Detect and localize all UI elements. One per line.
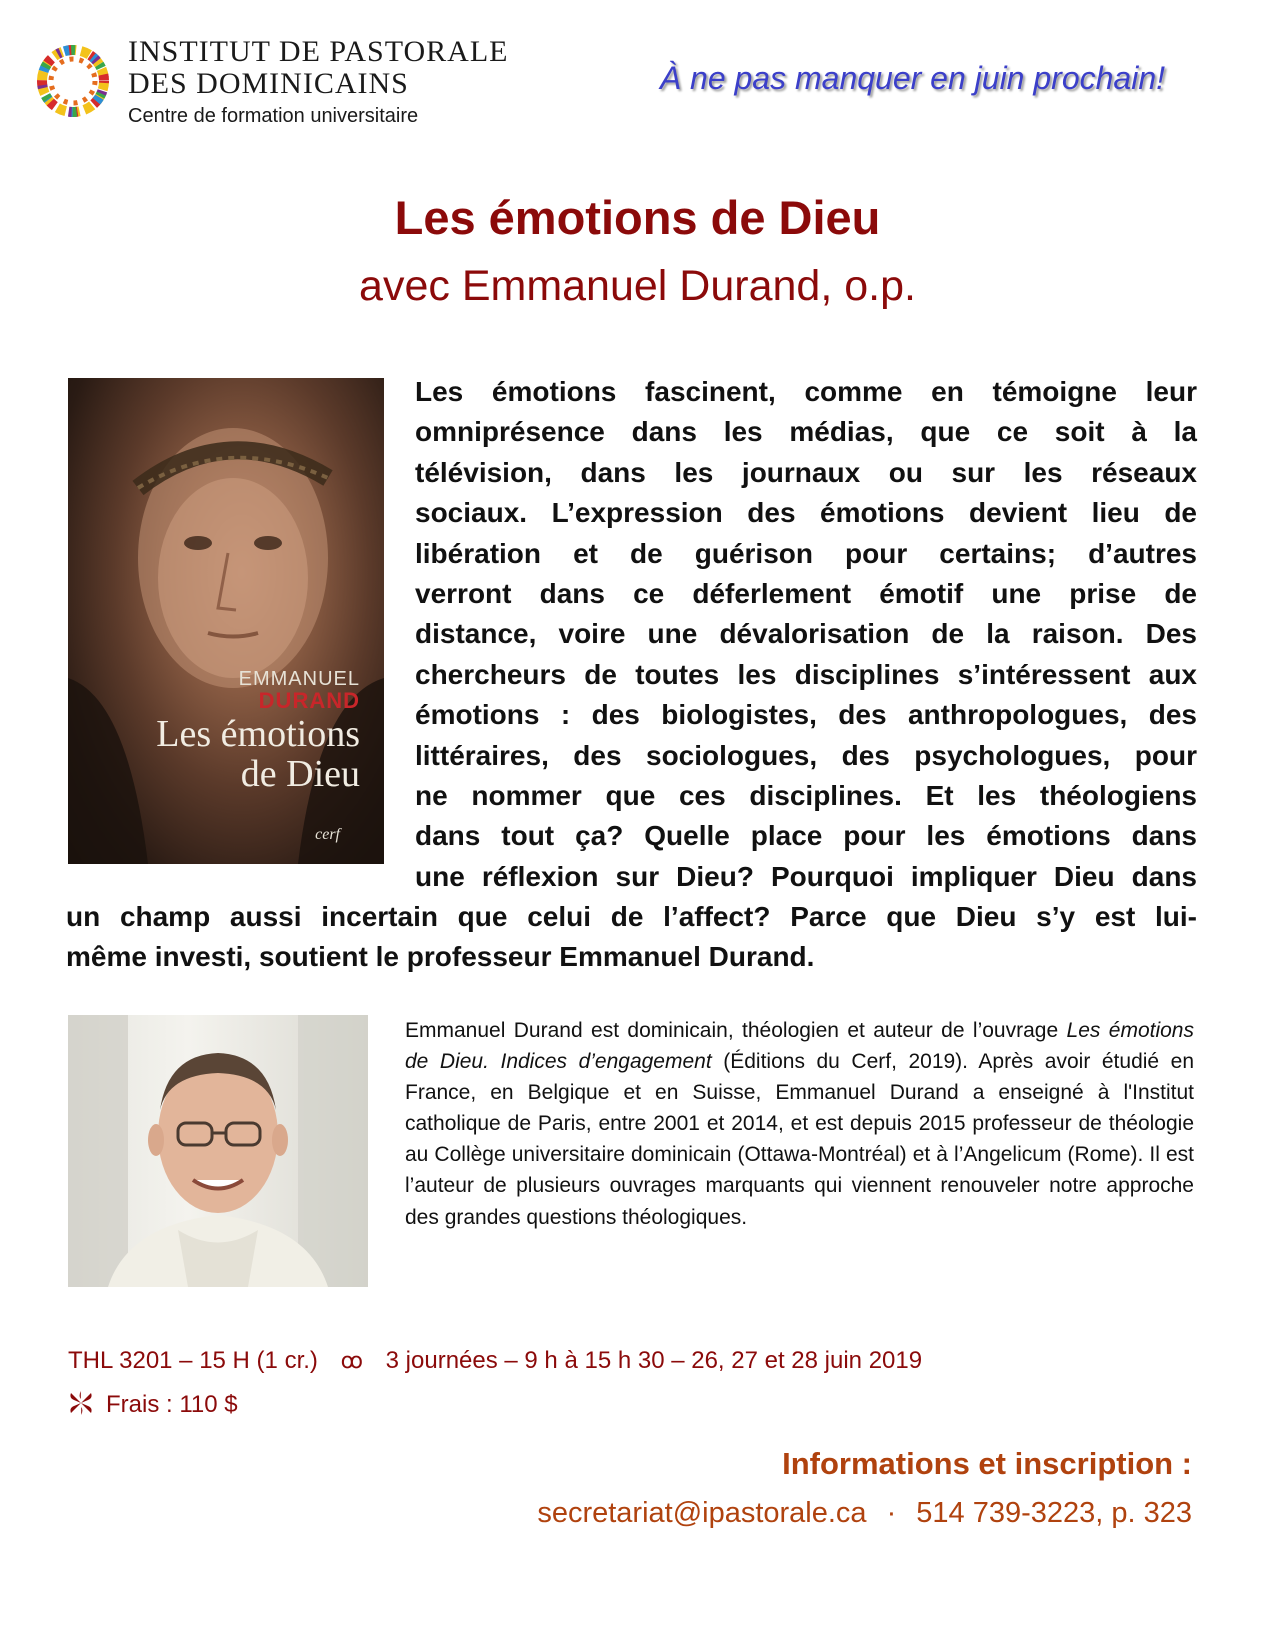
contact-phone[interactable]: 514 739-3223, p. 323: [916, 1497, 1192, 1529]
cover-title-line2: de Dieu: [240, 753, 360, 795]
contact-line: [537, 1497, 1192, 1530]
bullet-separator: ·: [886, 1497, 897, 1529]
description-line: sociaux. L’expression des émotions devient lieu de: [415, 497, 1197, 529]
logo-text: [128, 36, 508, 130]
cover-publisher: cerf: [315, 826, 340, 843]
description-line: télévision, dans les journaux ou sur les réseaux: [415, 456, 1197, 488]
bio-text: Emmanuel Durand est dominicain, théologien et auteur de l’ouvrage: [405, 1019, 1067, 1042]
course-code: THL 3201 – 15 H (1 cr.): [68, 1347, 318, 1374]
course-info: [68, 1347, 922, 1375]
author-portrait-art: [68, 1015, 368, 1287]
description-line: distance, voire une dévalorisation de la raison. Des: [415, 618, 1197, 650]
institute-logo: [32, 35, 509, 127]
description-line: ne nommer que ces disciplines. Et les théologiens: [415, 780, 1197, 812]
book-cover-image: [68, 378, 384, 864]
description-line: libération et de guérison pour certains; d’autres: [415, 537, 1197, 569]
description-line: émotions : des biologistes, des anthropologues, des: [415, 699, 1197, 731]
description-line: même investi, soutient le professeur Emmanuel Durand.: [66, 941, 815, 973]
contact-email-link[interactable]: secretariat@ipastorale.ca: [537, 1497, 867, 1529]
description-line: dans tout ça? Quelle place pour les émotions dans: [415, 820, 1197, 852]
cover-author-last: DURAND: [258, 688, 360, 713]
page-subtitle: avec Emmanuel Durand, o.p.: [359, 262, 916, 310]
ornament-separator-icon: ꝏ: [340, 1348, 363, 1373]
description-line: une réflexion sur Dieu? Pourquoi impliquer Dieu dans: [415, 860, 1197, 892]
description-line: chercheurs de toutes les disciplines s’intéressent aux: [415, 658, 1197, 690]
description-line: littéraires, des sociologues, des psychologues, pour: [415, 739, 1197, 771]
description-line: verront dans ce déferlement émotif une prise de: [415, 578, 1197, 610]
description-line: omniprésence dans les médias, que ce soit à la: [415, 416, 1197, 448]
description-text-continued: [66, 897, 1197, 978]
logo-line1: INSTITUT DE PASTORALE: [128, 35, 509, 68]
cover-title-line1: Les émotions: [156, 713, 360, 755]
logo-line3: Centre de formation universitaire: [128, 105, 419, 127]
bio-book-title: Les émotions de Dieu. Indices d’engagement: [405, 1019, 1194, 1074]
page-title: Les émotions de Dieu: [394, 191, 881, 244]
description-text: [415, 372, 1197, 897]
description-line: un champ aussi incertain que celui de l’affect? Parce que Dieu s’y est lui-: [66, 901, 1197, 932]
course-schedule: 3 journées – 9 h à 15 h 30 – 26, 27 et 28 juin 2019: [385, 1347, 923, 1374]
fees-text: Frais : 110 $: [106, 1391, 238, 1418]
author-bio: [405, 1015, 1194, 1233]
course-fees: [68, 1390, 238, 1419]
contact-heading: Informations et inscription :: [782, 1446, 1192, 1481]
colorful-wreath-logo-icon: [32, 40, 114, 122]
logo-line2: DES DOMINICAINS: [128, 67, 409, 100]
teaser-heading: À ne pas manquer en juin prochain!: [659, 60, 1165, 96]
author-portrait: [68, 1015, 368, 1287]
description-line: Les émotions fascinent, comme en témoigne leur: [415, 376, 1197, 407]
cover-author-first: EMMANUEL: [238, 668, 360, 690]
flower-ornament-icon: [68, 1390, 94, 1416]
bio-text-continued: (Éditions du Cerf, 2019). Après avoir étudié en France, en Belgique et en Suisse, Emmanuel Durand a enseigné à l'Institut catholique de Paris, entre 2001 et 2014, et est depuis 2015 professeur de théologie au Collège universitaire dominicain (Ottawa-Montréal) et à l’Angelicum (Rome). Il est l’auteur de plusieurs ouvrages marquants qui viennent renouveler notre approche des grandes questions théologiques.: [405, 1050, 1194, 1229]
